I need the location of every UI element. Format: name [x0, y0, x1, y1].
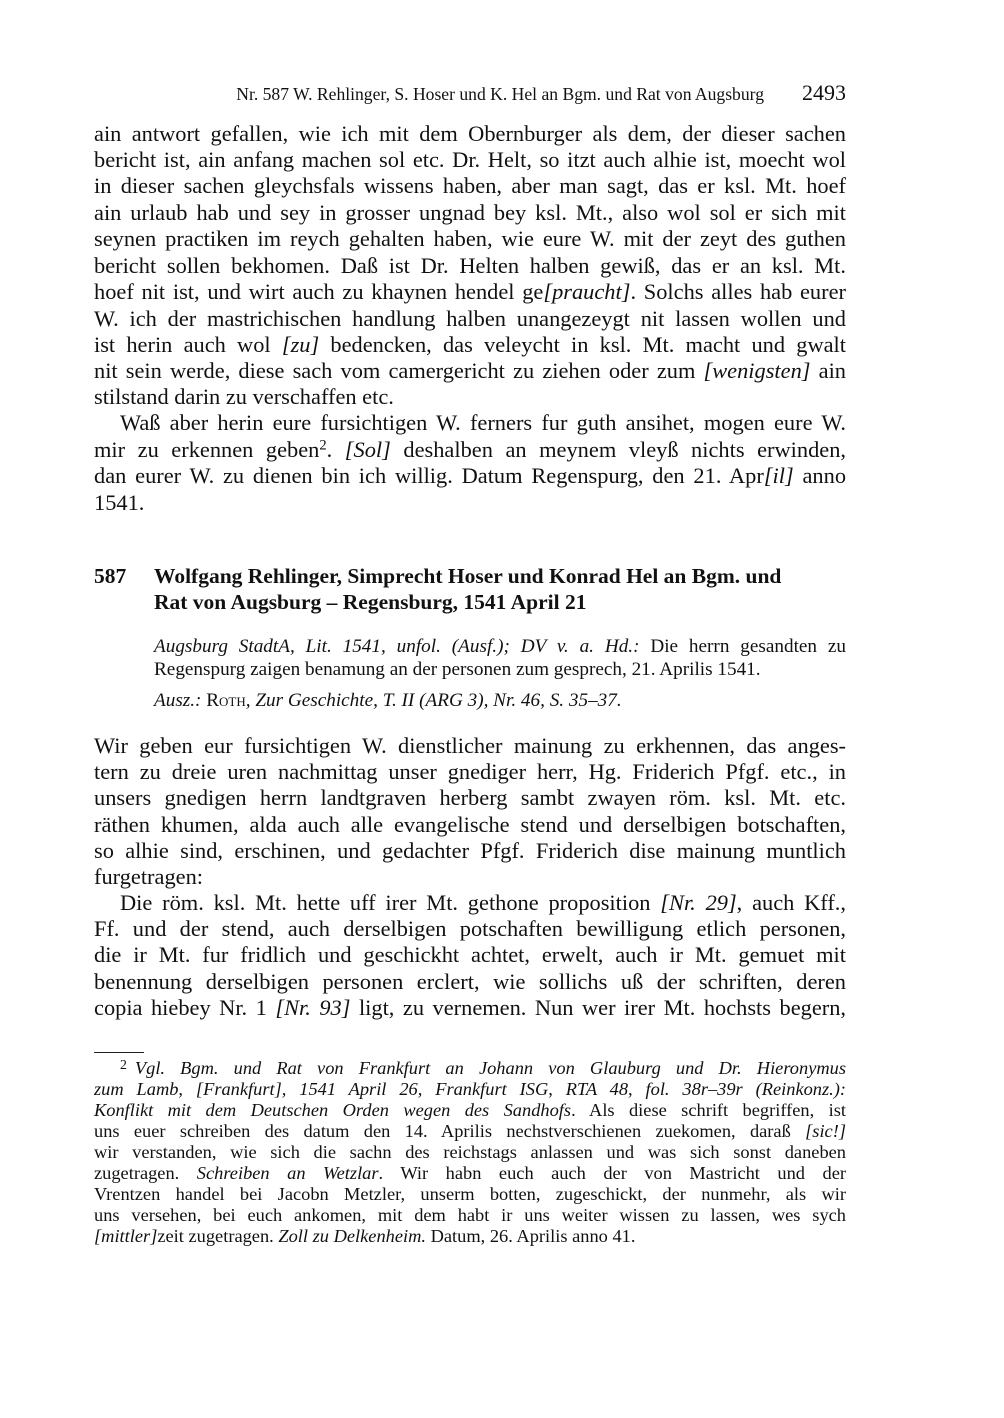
text-span: , auch Kff.,: [736, 890, 846, 915]
footnote-text: zum Lamb, [Frankfurt], 1541 April 26, Frankfurt ISG, RTA 48, fol. 38r–39r (Reinkonz.):: [94, 1079, 846, 1099]
cross-reference: [Nr. 93]: [275, 995, 351, 1020]
text-span: deshalben an meynem vleyß nichts erwinden,: [390, 437, 846, 462]
text-line: W. ich der mastrichischen handlung halben unangezeygt nit lassen wollen und: [94, 306, 846, 331]
document-number: 587: [94, 564, 127, 588]
running-header: [94, 80, 846, 108]
text-span: . Solchs alles hab eurer: [630, 279, 846, 304]
text-span: bedencken, das veleycht in ksl. Mt. macht und gwalt: [319, 332, 847, 357]
source-line: [154, 635, 846, 658]
text-span: anno: [793, 463, 847, 488]
footnote-text: zugetragen.: [94, 1163, 197, 1183]
editorial-insertion: [mittler]: [94, 1226, 158, 1246]
text-line: seynen practiken im reych gehalten haben, wie eure W. mit der zeyt des guthen: [94, 226, 846, 251]
text-line: unsers gnedigen herrn landtgraven herberg sambt zwayen röm. ksl. Mt. etc.: [94, 785, 846, 810]
text-line: stilstand darin zu verschaffen etc.: [94, 384, 394, 409]
footnote-number: 2: [120, 1057, 127, 1073]
footnote-text: zeit zugetragen.: [157, 1226, 279, 1246]
text-line: bericht ist, ain anfang machen sol etc. Dr. Helt, so itzt auch alhie ist, moecht wol: [94, 147, 846, 172]
text-span: Die röm. ksl. Mt. hette uff irer Mt. gethone proposition: [120, 890, 661, 915]
text-line: räthen khumen, alda auch alle evangelische stend und derselbigen botschaften,: [94, 812, 846, 837]
text-line: Waß aber herin eure fursichtigen W. ferners fur guth ansihet, mogen eure W.: [120, 410, 846, 435]
text-line: Wir geben eur fursichtigen W. dienstlicher mainung zu erkhennen, das anges-: [94, 733, 846, 758]
text-span: copia hiebey Nr. 1: [94, 995, 276, 1020]
source-line: Regenspurg zaigen benamung an der personen zum gesprech, 21. Aprilis 1541.: [154, 659, 761, 680]
footnote-text: Konflikt mit dem Deutschen Orden wegen des Sandhofs: [94, 1100, 572, 1120]
running-header-title: Nr. 587 W. Rehlinger, S. Hoser und K. Hel an Bgm. und Rat von Augsburg: [236, 84, 764, 104]
footnote-text: Datum, 26. Aprilis anno 41.: [426, 1226, 636, 1246]
footnote-line: [94, 1121, 846, 1142]
text-span: ist herin auch wol: [94, 332, 282, 357]
page-number: 2493: [802, 80, 846, 105]
footnote-line: uns versehen, bei euch ankomen, mit dem habt ir uns weiter wissen zu lassen, wes sych: [94, 1205, 846, 1225]
text-line: die ir Mt. fur fridlich und geschickht achtet, erwelt, auch ir Mt. gemuet mit: [94, 942, 846, 967]
excerpt-reference: [154, 689, 846, 712]
excerpt-citation: , Zur Geschichte, T. II (ARG 3), Nr. 46, S. 35–37.: [245, 690, 622, 711]
text-line: [94, 279, 846, 305]
editorial-insertion: [zu]: [281, 332, 320, 357]
footnote-text: . Wir habn euch auch der von Mastricht und der: [378, 1163, 846, 1183]
text-span: ain: [810, 358, 846, 383]
editorial-insertion: [wenigsten]: [703, 358, 811, 383]
footnote-line: Vrentzen handel bei Jacobn Metzler, unserm botten, zugeschickt, der nunmehr, als wir: [94, 1184, 846, 1204]
footnote-separator: [94, 1052, 144, 1053]
text-line: [94, 463, 846, 489]
text-line: [94, 995, 846, 1021]
footnote-text: Schreiben an Wetzlar: [196, 1163, 379, 1183]
document-title: Wolfgang Rehlinger, Simprecht Hoser und Konrad Hel an Bgm. und: [154, 564, 782, 588]
editorial-insertion: [il]: [763, 463, 794, 488]
footnote-line: [94, 1163, 846, 1184]
text-span: ligt, zu vernemen. Nun wer irer Mt. hochsts begern,: [350, 995, 847, 1020]
text-line: Ff. und der stend, auch derselbigen potschaften bewilligung etlich personen,: [94, 916, 846, 941]
footnote-text: Vgl. Bgm. und Rat von Frankfurt an Johann von Glauburg und Dr. Hieronymus: [134, 1058, 846, 1078]
footnote-text: . Als diese schrift begriffen, ist: [571, 1100, 846, 1120]
footnote-text: Zoll zu Delkenheim.: [278, 1226, 426, 1246]
footnote-line: [94, 1226, 846, 1247]
text-line: tern zu dreie uren nachmittag unser gnediger herr, Hg. Friderich Pfgf. etc., in: [94, 759, 846, 784]
dorsal-note: Die herrn gesandten zu: [639, 636, 846, 657]
text-line: bericht sollen bekhomen. Daß ist Dr. Helten halben gewiß, das er an ksl. Mt.: [94, 253, 846, 278]
footnote-reference[interactable]: 2: [319, 437, 327, 454]
text-line: benennung derselbigen personen erclert, wie sollichs uß der schriften, deren: [94, 969, 846, 994]
text-line: in dieser sachen gleychsfals wissens haben, aber man sagt, das er ksl. Mt. hoef: [94, 173, 846, 198]
text-line: [94, 437, 846, 463]
text-line: [94, 332, 846, 358]
author-name: Roth: [206, 690, 246, 711]
text-span: .: [326, 437, 345, 462]
text-line: ain antwort gefallen, wie ich mit dem Obernburger als dem, der dieser sachen: [94, 121, 846, 146]
archive-reference: Augsburg StadtA, Lit. 1541, unfol. (Ausf.); DV v. a. Hd.:: [154, 636, 640, 657]
text-span: dan eurer W. zu dienen bin ich willig. Datum Regenspurg, den 21. Apr: [94, 463, 764, 488]
text-line: furgetragen:: [94, 864, 204, 889]
text-line: ain urlaub hab und sey in grosser ungnad bey ksl. Mt., also wol sol er sich mit: [94, 200, 846, 225]
text-line: so alhie sind, erschinen, und gedachter Pfgf. Friderich dise mainung muntlich: [94, 838, 846, 863]
text-span: nit sein werde, diese sach vom camergericht zu ziehen oder zum: [94, 358, 704, 383]
footnote-text: uns euer schreiben des datum den 14. Aprilis nechstverschienen zuekomen, daraß: [94, 1121, 806, 1141]
text-span: mir zu erkennen geben: [94, 437, 320, 462]
text-line: 1541.: [94, 490, 145, 515]
editorial-insertion: [Sol]: [344, 437, 391, 462]
editorial-insertion: [praucht]: [543, 279, 631, 304]
document-title: Rat von Augsburg – Regensburg, 1541 April 21: [154, 590, 587, 614]
footnote-line: wir verstanden, wie sich die sachn des reichstags anlassen und was sich sonst daneben: [94, 1142, 846, 1162]
editorial-insertion: [sic!]: [805, 1121, 846, 1141]
text-line: [120, 890, 846, 916]
footnote-line: [94, 1100, 846, 1121]
text-line: [94, 358, 846, 384]
text-span: hoef nit ist, und wirt auch zu khaynen hendel ge: [94, 279, 544, 304]
excerpt-label: Ausz.:: [154, 690, 202, 711]
footnote-line: [94, 1079, 846, 1100]
cross-reference: [Nr. 29]: [660, 890, 737, 915]
footnote-line: [120, 1058, 846, 1079]
